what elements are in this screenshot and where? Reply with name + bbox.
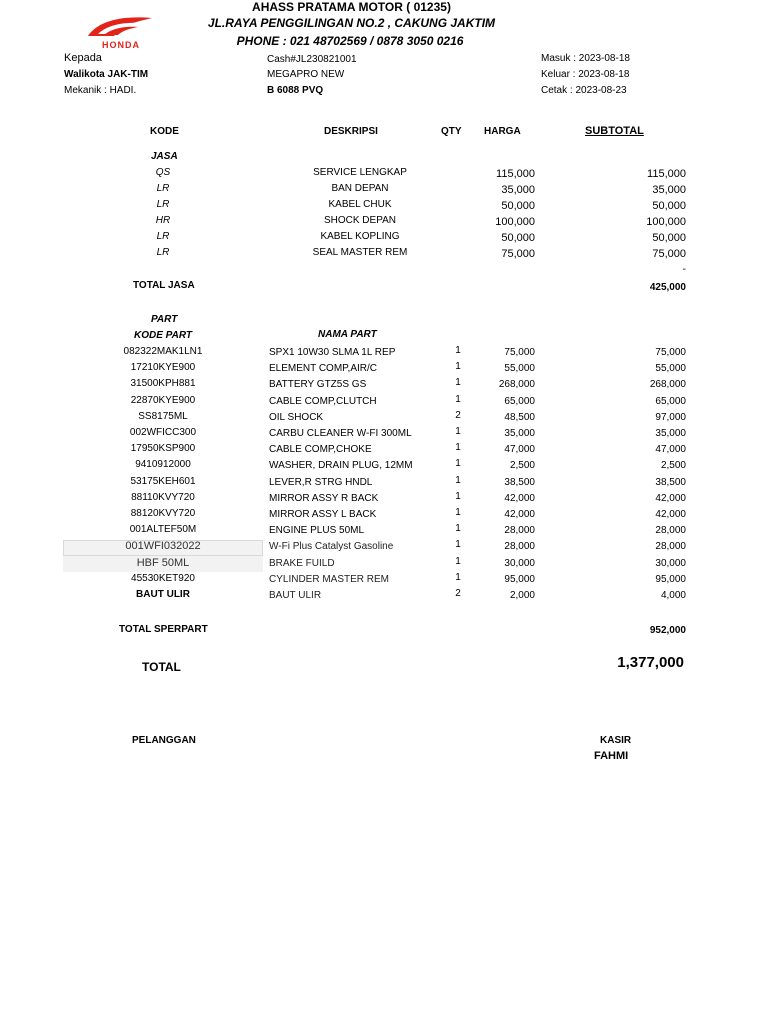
jasa-subtotal: 50,000 — [652, 200, 686, 212]
part-price: 47,000 — [504, 444, 535, 455]
part-name: CYLINDER MASTER REM — [269, 574, 390, 585]
part-name: BATTERY GTZ5S GS — [269, 379, 367, 390]
kode-part-header: KODE PART — [134, 330, 192, 341]
jasa-desc: SEAL MASTER REM — [312, 247, 408, 258]
part-name: WASHER, DRAIN PLUG, 12MM — [269, 460, 413, 471]
part-code: 88110KVY720 — [131, 492, 195, 503]
pelanggan-label: PELANGGAN — [132, 735, 196, 746]
jasa-code: LR — [156, 247, 170, 258]
part-subtotal: 28,000 — [655, 541, 686, 552]
jasa-code: QS — [155, 167, 171, 178]
part-qty: 2 — [455, 588, 461, 599]
jasa-desc: SERVICE LENGKAP — [313, 167, 407, 178]
col-header-harga: HARGA — [484, 126, 521, 137]
part-code: 45530KET920 — [131, 573, 195, 584]
part-subtotal: 42,000 — [655, 509, 686, 520]
part-name: SPX1 10W30 SLMA 1L REP — [269, 347, 396, 358]
jasa-price: 75,000 — [501, 248, 535, 260]
part-subtotal: 65,000 — [655, 396, 686, 407]
jasa-code: HR — [155, 215, 171, 226]
total-jasa-value: 425,000 — [649, 282, 686, 293]
jasa-desc: SHOCK DEPAN — [323, 215, 397, 226]
part-price: 35,000 — [504, 428, 535, 439]
part-qty: 1 — [455, 361, 461, 372]
jasa-subtotal: 75,000 — [652, 248, 686, 260]
part-code: HBF 50ML — [136, 557, 190, 569]
jasa-price: 35,000 — [501, 184, 535, 196]
part-qty: 1 — [455, 475, 461, 486]
part-subtotal: 55,000 — [655, 363, 686, 374]
part-qty: 1 — [455, 491, 461, 502]
date-in: Masuk : 2023-08-18 — [541, 53, 630, 64]
part-name: CABLE COMP,CLUTCH — [269, 396, 377, 407]
part-code: 88120KVY720 — [130, 508, 196, 519]
part-price: 65,000 — [504, 396, 535, 407]
jasa-code: LR — [156, 231, 170, 242]
part-subtotal: 35,000 — [655, 428, 686, 439]
part-name: MIRROR ASSY R BACK — [269, 493, 379, 504]
part-qty: 1 — [455, 394, 461, 405]
jasa-price: 50,000 — [501, 232, 535, 244]
part-price: 42,000 — [504, 493, 535, 504]
col-header-deskripsi: DESKRIPSI — [324, 126, 378, 137]
part-price: 28,000 — [504, 541, 535, 552]
invoice-number: Cash#JL230821001 — [267, 54, 357, 65]
part-code: SS8175ML — [138, 411, 188, 422]
date-print: Cetak : 2023-08-23 — [541, 85, 627, 96]
part-qty: 1 — [455, 458, 461, 469]
part-price: 48,500 — [504, 412, 535, 423]
total-sperpart-value: 952,000 — [649, 625, 686, 636]
part-qty: 1 — [455, 426, 461, 437]
part-code: 082322MAK1LN1 — [123, 346, 203, 357]
part-price: 42,000 — [504, 509, 535, 520]
jasa-price: 100,000 — [495, 216, 535, 228]
part-price: 2,500 — [509, 460, 535, 471]
part-code: 001ALTEF50M — [129, 524, 197, 535]
jasa-dash: - — [682, 264, 686, 275]
part-subtotal: 42,000 — [655, 493, 686, 504]
jasa-subtotal: 100,000 — [646, 216, 686, 228]
col-header-qty: QTY — [441, 126, 462, 137]
vehicle-model: MEGAPRO NEW — [267, 69, 345, 80]
col-header-kode: KODE — [150, 126, 179, 137]
part-code: 17950KSP900 — [130, 443, 196, 454]
part-subtotal: 97,000 — [655, 412, 686, 423]
part-subtotal: 38,500 — [655, 477, 686, 488]
part-code: 001WFI032022 — [125, 540, 201, 552]
kasir-label: KASIR — [600, 735, 632, 746]
part-subtotal: 47,000 — [655, 444, 686, 455]
part-qty: 1 — [455, 539, 461, 550]
jasa-desc: KABEL CHUK — [328, 199, 392, 210]
jasa-subtotal: 35,000 — [652, 184, 686, 196]
jasa-section-label: JASA — [151, 151, 178, 162]
part-code: 002WFICC300 — [129, 427, 197, 438]
company-phone: PHONE : 021 48702569 / 0878 3050 0216 — [236, 34, 464, 48]
part-price: 268,000 — [498, 379, 535, 390]
jasa-code: LR — [156, 199, 170, 210]
part-name: MIRROR ASSY L BACK — [269, 509, 377, 520]
part-subtotal: 4,000 — [660, 590, 686, 601]
part-qty: 2 — [455, 410, 461, 421]
part-qty: 1 — [455, 507, 461, 518]
customer-name: Walikota JAK-TIM — [64, 69, 149, 80]
part-name: CARBU CLEANER W-FI 300ML — [269, 428, 412, 439]
jasa-subtotal: 115,000 — [647, 168, 686, 180]
part-code: 53175KEH601 — [130, 476, 196, 487]
part-qty: 1 — [455, 572, 461, 583]
kepada-label: Kepada — [64, 52, 102, 64]
part-price: 38,500 — [504, 477, 535, 488]
jasa-desc: BAN DEPAN — [331, 183, 389, 194]
part-name: ELEMENT COMP,AIR/C — [269, 363, 377, 374]
part-qty: 1 — [455, 523, 461, 534]
part-qty: 1 — [455, 345, 461, 356]
jasa-code: LR — [156, 183, 170, 194]
part-price: 28,000 — [504, 525, 535, 536]
jasa-subtotal: 50,000 — [652, 232, 686, 244]
part-name: W-Fi Plus Catalyst Gasoline — [269, 541, 394, 552]
part-code: 22870KYE900 — [130, 395, 196, 406]
grand-total-label: TOTAL — [142, 660, 181, 674]
part-code: BAUT ULIR — [136, 589, 190, 600]
part-name: OIL SHOCK — [269, 412, 324, 423]
part-name: BAUT ULIR — [269, 590, 322, 601]
jasa-desc: KABEL KOPLING — [320, 231, 400, 242]
part-qty: 1 — [455, 556, 461, 567]
part-name: ENGINE PLUS 50ML — [269, 525, 365, 536]
part-name: LEVER,R STRG HNDL — [269, 477, 373, 488]
part-subtotal: 30,000 — [655, 558, 686, 569]
mechanic: Mekanik : HADI. — [64, 85, 137, 96]
logo-text: HONDA — [102, 40, 140, 50]
company-name: AHASS PRATAMA MOTOR ( 01235) — [252, 0, 451, 14]
part-price: 75,000 — [504, 347, 535, 358]
jasa-price: 50,000 — [501, 200, 535, 212]
company-address: JL.RAYA PENGGILINGAN NO.2 , CAKUNG JAKTIM — [207, 16, 496, 30]
part-price: 2,000 — [509, 590, 535, 601]
col-header-subtotal: SUBTOTAL — [585, 125, 644, 137]
part-qty: 1 — [455, 377, 461, 388]
nama-part-header: NAMA PART — [318, 329, 377, 340]
date-out: Keluar : 2023-08-18 — [541, 69, 630, 80]
grand-total-value: 1,377,000 — [617, 654, 684, 671]
part-price: 95,000 — [504, 574, 535, 585]
part-code: 9410912000 — [135, 459, 191, 470]
part-section-label: PART — [151, 314, 178, 325]
part-name: BRAKE FUILD — [269, 558, 335, 569]
jasa-price: 115,000 — [496, 168, 535, 180]
part-subtotal: 95,000 — [655, 574, 686, 585]
part-subtotal: 75,000 — [655, 347, 686, 358]
total-jasa-label: TOTAL JASA — [133, 280, 195, 291]
part-code: 31500KPH881 — [130, 378, 196, 389]
part-price: 55,000 — [504, 363, 535, 374]
part-code: 17210KYE900 — [130, 362, 196, 373]
part-subtotal: 268,000 — [649, 379, 686, 390]
kasir-name: FAHMI — [594, 750, 629, 762]
total-sperpart-label: TOTAL SPERPART — [119, 624, 208, 635]
plate-number: B 6088 PVQ — [267, 85, 324, 96]
part-qty: 1 — [455, 442, 461, 453]
part-name: CABLE COMP,CHOKE — [269, 444, 372, 455]
part-subtotal: 2,500 — [660, 460, 686, 471]
part-subtotal: 28,000 — [655, 525, 686, 536]
part-price: 30,000 — [504, 558, 535, 569]
